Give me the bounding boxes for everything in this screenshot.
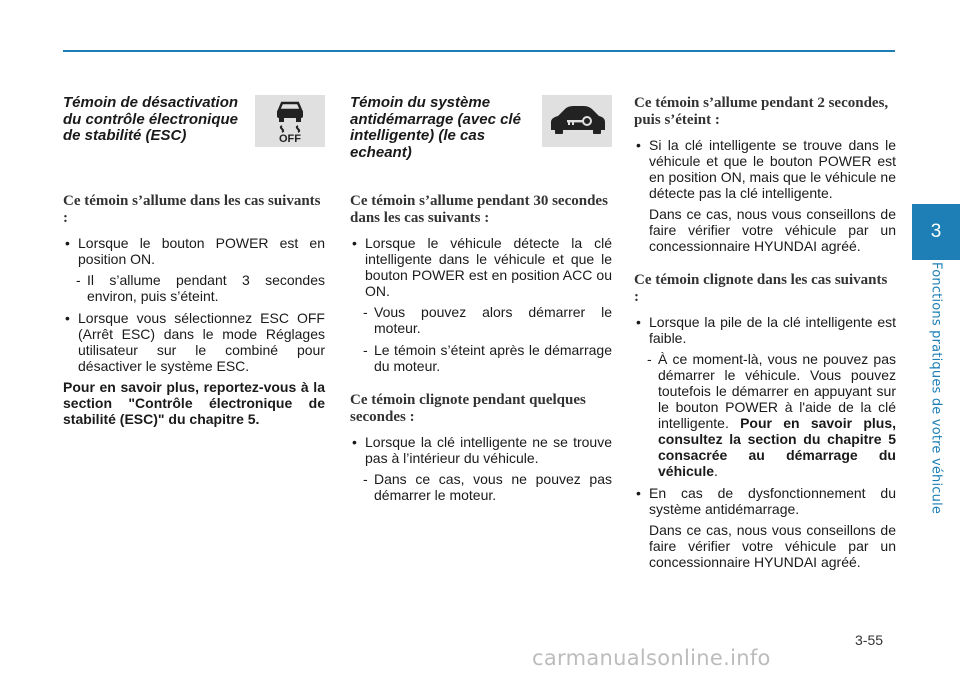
- section-heading-immobilizer: Témoin du système antidémarrage (avec clé intelligente) (le cas echeant): [350, 94, 521, 161]
- watermark: carmanualsonline.info: [532, 646, 771, 670]
- dash-light-off: - Le témoin s’éteint après le démarrage du moteur.: [350, 342, 612, 374]
- esc-off-icon-label: OFF: [279, 133, 301, 143]
- chapter-number: 3: [930, 221, 942, 242]
- column-immobilizer: [350, 95, 612, 509]
- column-esc-off: [63, 95, 325, 427]
- bullet-esc-off-select: • Lorsque vous sélectionnez ESC OFF (Arrêt ESC) dans le mode Réglages utilisateur sur le combiné pour désactiver le système ESC.: [63, 310, 325, 374]
- bullet-key-not-detected: • Si la clé intelligente se trouve dans le véhicule et que le bouton POWER est en position ON, mais que le véhicule ne détecte pas la clé intelligente.: [634, 137, 896, 201]
- bullet-power-on: • Lorsque le bouton POWER est en position ON.: [63, 235, 325, 267]
- subheading-immobilizer-blink: Ce témoin clignote pendant quelques secondes :: [350, 392, 586, 425]
- subheading-blink-cases: Ce témoin clignote dans les cas suivants :: [634, 272, 888, 305]
- column-immobilizer-cont: [634, 95, 896, 575]
- bullet-key-detected: • Lorsque le véhicule détecte la clé intelligente dans le véhicule et que le bouton POWER est en position ACC ou ON.: [350, 235, 612, 299]
- dash-cannot-start: - Dans ce cas, vous ne pouvez pas démarrer le moteur.: [350, 471, 612, 503]
- dash-start-with-key: [634, 351, 896, 479]
- bullet-battery-low: • Lorsque la pile de la clé intelligente est faible.: [634, 314, 896, 346]
- section-header-esc: [63, 95, 325, 173]
- para-dealer-check-2: Dans ce cas, nous vous conseillons de faire vérifier votre véhicule par un concessionnaire HYUNDAI agréé.: [649, 522, 896, 570]
- chapter-title: Fonctions pratiques de votre véhicule: [928, 262, 944, 515]
- bullet-key-outside: • Lorsque la clé intelligente ne se trouve pas à l’intérieur du véhicule.: [350, 434, 612, 466]
- section-header-immobilizer: [350, 95, 612, 173]
- dash-start-end: .: [714, 463, 718, 479]
- esc-off-icon: [255, 95, 325, 147]
- note-see-chapter-5: Pour en savoir plus, reportez-vous à la section "Contrôle électronique de stabilité (ESC)" du chapitre 5.: [63, 379, 325, 427]
- bullet-malfunction: • En cas de dysfonctionnement du système antidémarrage.: [634, 485, 896, 517]
- dash-start-bold: Pour en savoir plus, consultez la section du chapitre 5 consacrée au démarrage du véhicule: [658, 415, 896, 479]
- section-heading-esc: Témoin de désactivation du contrôle électronique de stabilité (ESC): [63, 94, 239, 144]
- page-number: 3-55: [855, 632, 884, 648]
- dash-3-seconds: - Il s’allume pendant 3 secondes environ, puis s’éteint.: [63, 272, 325, 304]
- subheading-2-seconds: Ce témoin s’allume pendant 2 secondes, puis s’éteint :: [634, 95, 889, 128]
- chapter-tab: [912, 204, 960, 260]
- para-dealer-check-1: Dans ce cas, nous vous conseillons de faire vérifier votre véhicule par un concessionnaire HYUNDAI agréé.: [649, 206, 896, 254]
- top-rule: [63, 50, 895, 52]
- dash-can-start: - Vous pouvez alors démarrer le moteur.: [350, 304, 612, 336]
- dash-start-text: À ce moment-là, vous ne pouvez pas démarrer le véhicule. Vous pouvez toutefois le démarrer en appuyant sur le bouton POWER à l'aide de la clé intelligente.: [658, 351, 896, 431]
- immobilizer-car-key-icon: [542, 95, 612, 147]
- subheading-esc-on: Ce témoin s’allume dans les cas suivants :: [63, 193, 321, 226]
- subheading-immobilizer-30s: Ce témoin s’allume pendant 30 secondes dans les cas suivants :: [350, 193, 608, 226]
